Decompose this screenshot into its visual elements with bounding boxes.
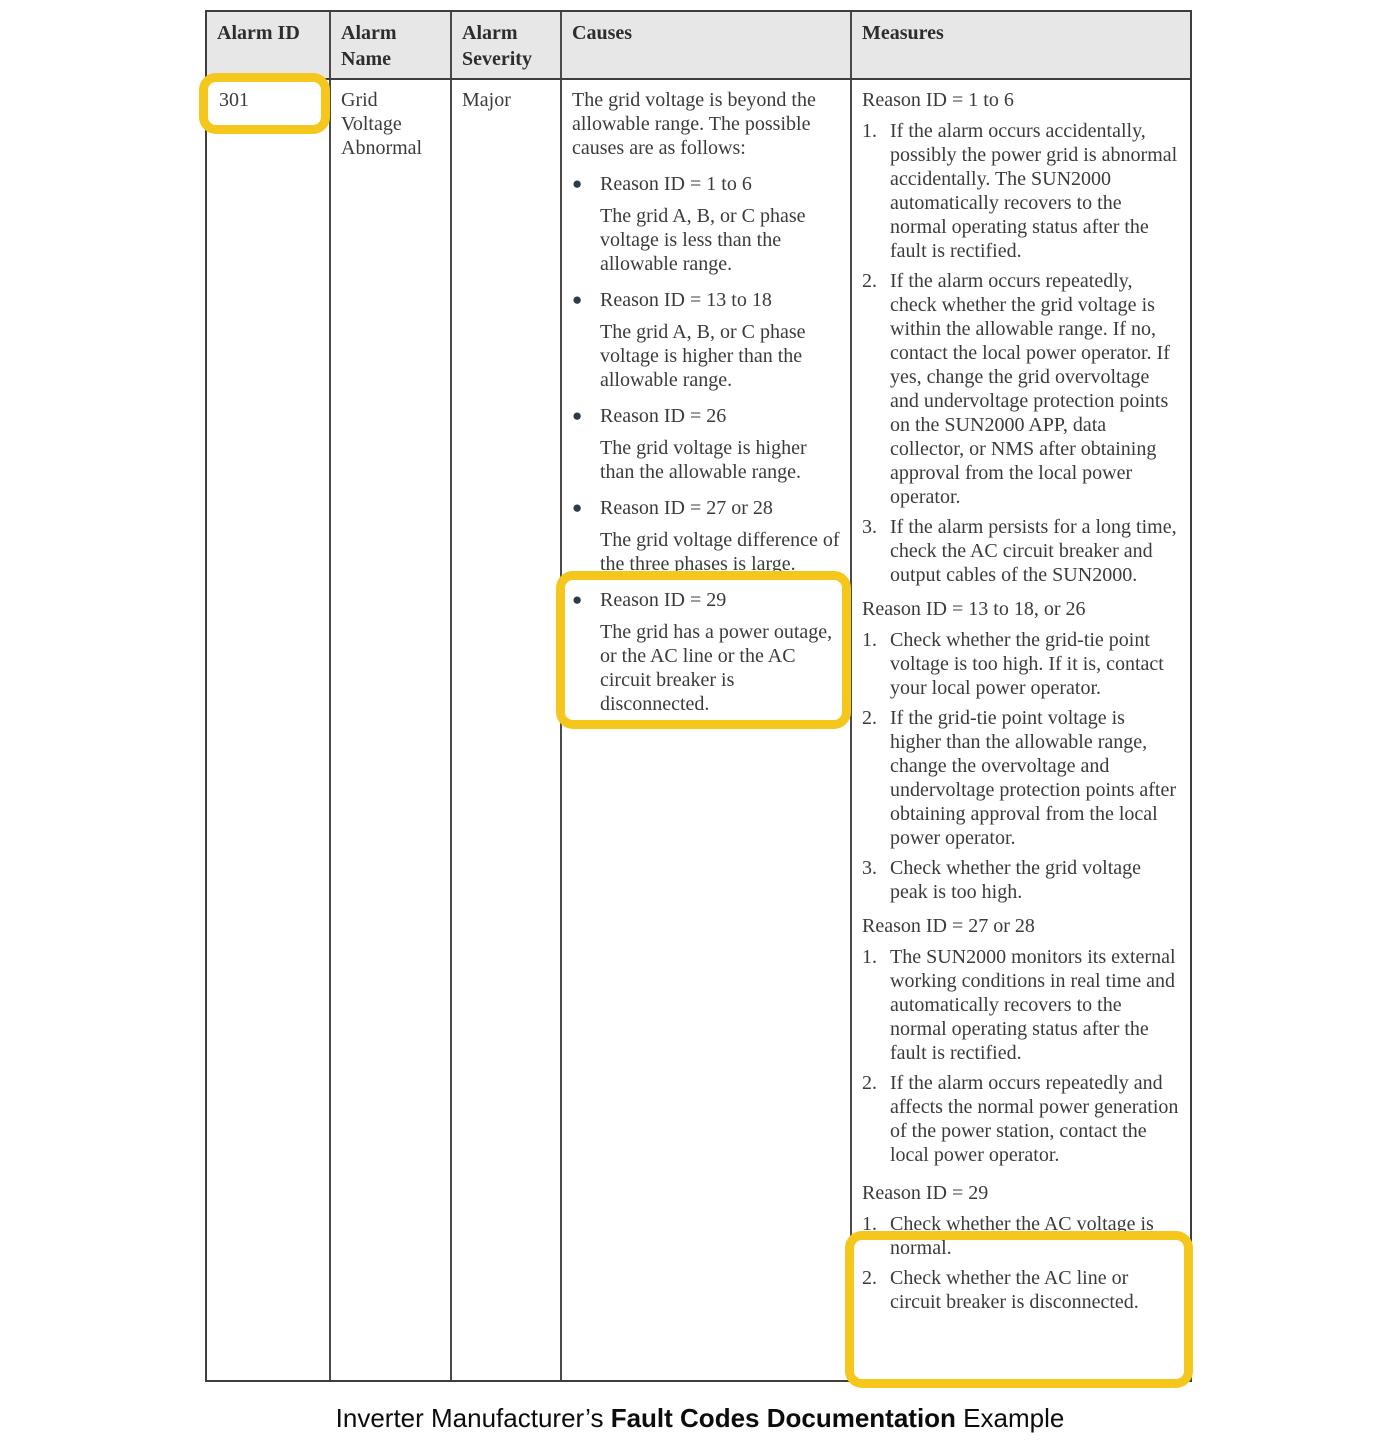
- measures-cell: [852, 80, 1190, 1380]
- causes-bullet-list: [572, 172, 840, 716]
- measure-step: [862, 119, 1180, 263]
- measure-step: [862, 628, 1180, 700]
- measure-step-number: 3.: [862, 857, 877, 879]
- measure-step-text: The SUN2000 monitors its external working conditions in real time and automatically recovers to the normal operating status after the fault is rectified.: [890, 946, 1176, 1064]
- causes-cell: [562, 80, 852, 1380]
- cause-detail: The grid A, B, or C phase voltage is higher than the allowable range.: [600, 321, 806, 391]
- measure-step-number: 1.: [862, 120, 877, 142]
- bullet-icon: ●: [572, 406, 583, 425]
- bullet-icon: ●: [572, 174, 583, 193]
- measure-step-number: 2.: [862, 1072, 877, 1094]
- measure-step: [862, 1212, 1180, 1260]
- header-alarm-severity: Alarm Severity: [452, 12, 562, 78]
- alarm-name-cell: Grid Voltage Abnormal: [331, 80, 452, 1380]
- caption-prefix: Inverter Manufacturer’s: [335, 1403, 611, 1433]
- measure-step: [862, 856, 1180, 904]
- alarm-id-cell: 301: [207, 80, 331, 1380]
- fault-codes-table: [205, 10, 1192, 1382]
- cause-item: [572, 404, 840, 484]
- measure-step: [862, 269, 1180, 509]
- cause-body: [600, 496, 840, 576]
- cause-body: [600, 588, 840, 716]
- bullet-icon: ●: [572, 590, 583, 609]
- measure-step: [862, 1266, 1180, 1314]
- caption-suffix: Example: [955, 1403, 1065, 1433]
- cause-body: [600, 288, 840, 392]
- measure-step-number: 3.: [862, 516, 877, 538]
- bullet-icon: ●: [572, 290, 583, 309]
- bullet-icon: ●: [572, 498, 583, 517]
- measure-step-text: If the alarm occurs accidentally, possibly the power grid is abnormal accidentally. The SUN2000 automatically recovers to the normal operating status after the fault is rectified.: [890, 120, 1178, 262]
- measure-step-number: 1.: [862, 629, 877, 651]
- cause-detail: The grid voltage difference of the three phases is large.: [600, 529, 840, 575]
- measure-step-text: If the alarm occurs repeatedly, check whether the grid voltage is within the allowable range. If no, contact the local power operator. If yes, change the grid overvoltage and undervoltage protection points on the SUN2000 APP, data collector, or NMS after obtaining approval from the local power operator.: [890, 270, 1170, 508]
- header-measures: Measures: [862, 22, 944, 44]
- measure-reason-label: Reason ID = 1 to 6: [862, 89, 1014, 111]
- cause-reason: Reason ID = 1 to 6: [600, 173, 752, 195]
- cause-item: [572, 588, 840, 716]
- measure-reason-label: Reason ID = 29: [862, 1182, 989, 1204]
- measure-step: [862, 706, 1180, 850]
- header-alarm-name: Alarm Name: [331, 12, 452, 78]
- table-header-row: [207, 12, 1190, 80]
- measure-reason-label: Reason ID = 13 to 18, or 26: [862, 598, 1086, 620]
- cause-reason: Reason ID = 29: [600, 589, 727, 611]
- cause-detail: The grid voltage is higher than the allowable range.: [600, 437, 807, 483]
- measures-section-list: [862, 88, 1180, 1314]
- measure-step-text: If the grid-tie point voltage is higher than the allowable range, change the overvoltage and undervoltage protection points after obtaining approval from the local power operator.: [890, 707, 1177, 849]
- measure-step-text: Check whether the grid-tie point voltage is too high. If it is, contact your local power operator.: [890, 629, 1164, 699]
- measure-step: [862, 515, 1180, 587]
- causes-intro: The grid voltage is beyond the allowable range. The possible causes are as follows:: [572, 89, 816, 159]
- measure-step-text: If the alarm occurs repeatedly and affects the normal power generation of the power station, contact the local power operator.: [890, 1072, 1179, 1166]
- measure-step-number: 1.: [862, 946, 877, 968]
- cause-item: [572, 496, 840, 576]
- cause-item: [572, 288, 840, 392]
- measure-step-number: 2.: [862, 270, 877, 292]
- cause-reason: Reason ID = 13 to 18: [600, 289, 772, 311]
- figure-caption: [0, 1403, 1400, 1434]
- cause-body: [600, 404, 840, 484]
- cause-detail: The grid A, B, or C phase voltage is less than the allowable range.: [600, 205, 806, 275]
- measure-step: [862, 1071, 1180, 1167]
- measure-step-text: If the alarm persists for a long time, check the AC circuit breaker and output cables of the SUN2000.: [890, 516, 1177, 586]
- measure-step-text: Check whether the AC voltage is normal.: [890, 1213, 1154, 1259]
- caption-title: Fault Codes Documentation: [610, 1403, 956, 1433]
- header-causes: Causes: [562, 12, 852, 78]
- measure-step-text: Check whether the grid voltage peak is too high.: [890, 857, 1142, 903]
- cause-reason: Reason ID = 27 or 28: [600, 497, 773, 519]
- cause-detail: The grid has a power outage, or the AC line or the AC circuit breaker is disconnected.: [600, 621, 833, 715]
- cause-reason: Reason ID = 26: [600, 405, 727, 427]
- table-row: [207, 80, 1190, 1380]
- header-alarm-id: Alarm ID: [207, 12, 331, 78]
- cause-body: [600, 172, 840, 276]
- measure-step-number: 1.: [862, 1213, 877, 1235]
- alarm-severity-cell: Major: [452, 80, 562, 1380]
- measure-step: [862, 945, 1180, 1065]
- measure-step-number: 2.: [862, 1267, 877, 1289]
- cause-item: [572, 172, 840, 276]
- measure-step-number: 2.: [862, 707, 877, 729]
- measure-step-text: Check whether the AC line or circuit breaker is disconnected.: [890, 1267, 1139, 1313]
- measure-reason-label: Reason ID = 27 or 28: [862, 915, 1035, 937]
